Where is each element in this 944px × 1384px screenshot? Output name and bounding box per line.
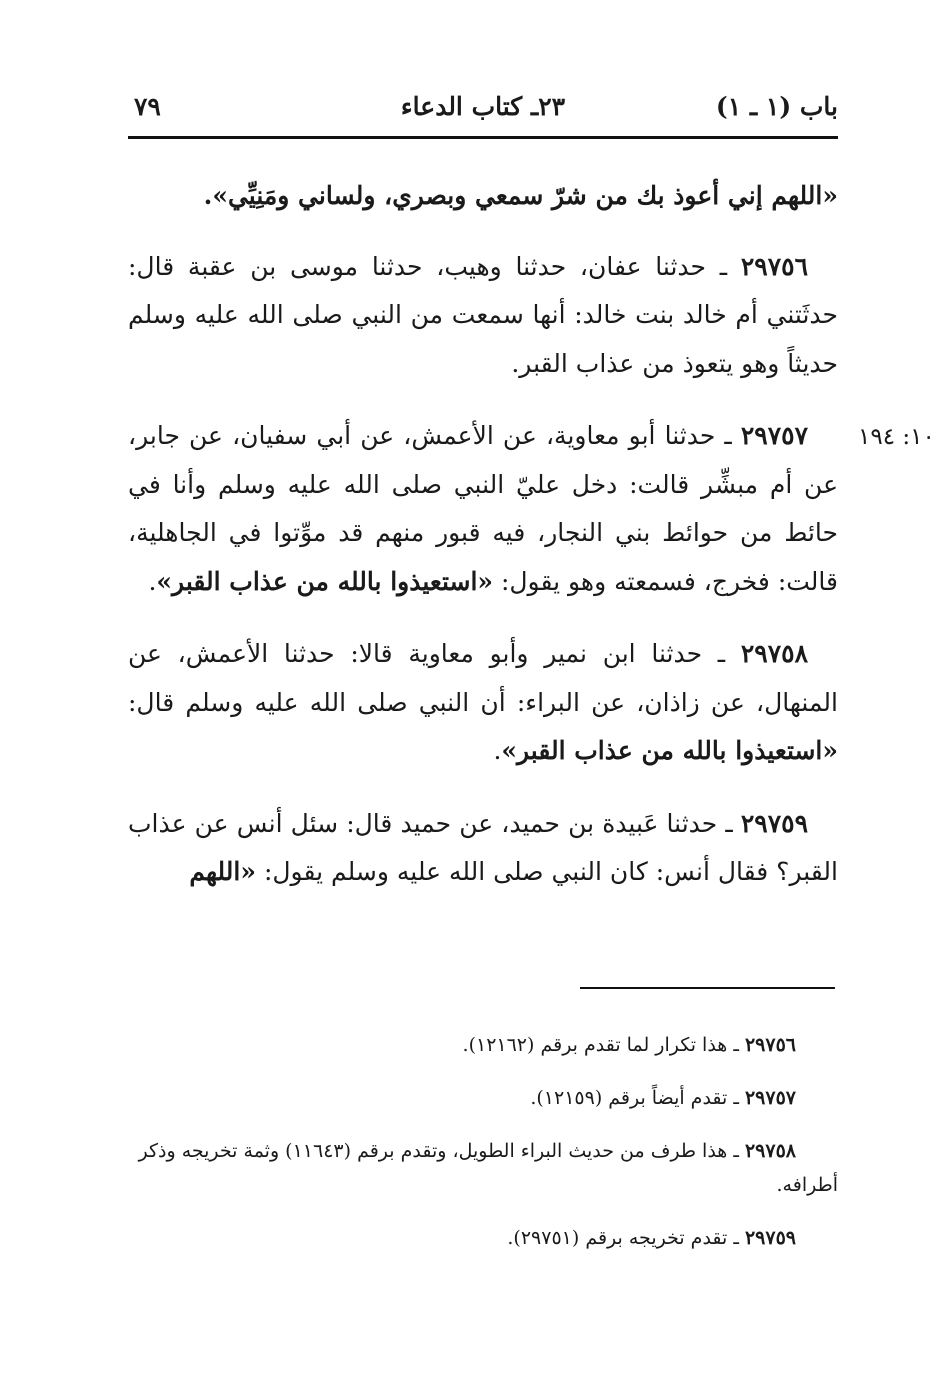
running-header bbox=[128, 92, 838, 132]
hadith-paragraph bbox=[128, 412, 838, 606]
hadith-text: ـ حدثنا عَبيدة بن حميد، عن حميد قال: سئل أنس عن عذاب القبر؟ فقال أنس: كان النبي صلى الله عليه وسلم يقول: bbox=[128, 808, 838, 886]
footnote bbox=[128, 1081, 838, 1115]
hadith-text: ـ حدثنا عفان، حدثنا وهيب، حدثنا موسى بن عقبة قال: حدثَتني أم خالد بنت خالد: أنها سمعت من النبي صلى الله عليه وسلم حديثاً وهو يتعوذ من عذاب القبر. bbox=[128, 251, 838, 378]
hadith-number: ٢٩٧٥٦ bbox=[740, 251, 808, 281]
main-text bbox=[128, 172, 838, 921]
footnote bbox=[128, 1028, 838, 1062]
hadith-number: ٢٩٧٥٩ bbox=[740, 808, 808, 838]
footnote-number: ٢٩٧٥٧ bbox=[744, 1087, 796, 1109]
hadith-quote: «استعيذوا بالله من عذاب القبر» bbox=[501, 736, 838, 765]
footnote-text: ـ هذا طرف من حديث البراء الطويل، وتقدم برقم (١١٦٤٣) وثمة تخريجه وذكر أطرافه. bbox=[138, 1140, 838, 1196]
footnote-text: ـ هذا تكرار لما تقدم برقم (١٢١٦٢). bbox=[462, 1034, 745, 1056]
footnote-number: ٢٩٧٥٩ bbox=[744, 1227, 796, 1249]
footnote bbox=[128, 1221, 838, 1255]
header-rule bbox=[128, 136, 838, 139]
footnote-number: ٢٩٧٥٦ bbox=[744, 1034, 796, 1056]
footnote bbox=[128, 1134, 838, 1202]
hadith-number: ٢٩٧٥٨ bbox=[740, 639, 808, 668]
footnote-number: ٢٩٧٥٨ bbox=[744, 1140, 796, 1162]
page-number: ٧٩ bbox=[134, 92, 161, 121]
hadith-text: ـ حدثنا ابن نمير وأبو معاوية قالا: حدثنا الأعمش، عن المنهال، عن زاذان، عن البراء: أن النبي صلى الله عليه وسلم قال: bbox=[128, 639, 838, 717]
hadith-end: . bbox=[148, 566, 157, 596]
hadith-quote: «استعيذوا بالله من عذاب القبر» bbox=[156, 566, 494, 596]
margin-reference: ١٠: ١٩٤ bbox=[858, 424, 935, 450]
hadith-end: . bbox=[493, 736, 502, 765]
chapter-heading: باب (١ ـ ١) bbox=[715, 92, 838, 121]
footnote-text: ـ تقدم أيضاً برقم (١٢١٥٩). bbox=[530, 1087, 745, 1109]
hadith-paragraph bbox=[128, 800, 838, 897]
paragraph-opening-quote bbox=[128, 172, 838, 221]
hadith-paragraph bbox=[128, 243, 838, 389]
quote-text: «اللهم إني أعوذ بك من شرّ سمعي وبصري، ولساني ومَنِيِّي». bbox=[203, 181, 838, 210]
hadith-text: ـ حدثنا أبو معاوية، عن الأعمش، عن أبي سفيان، عن جابر، عن أم مبشِّر قالت: دخل عليّ النبي صلى الله عليه وسلم وأنا في حائط من حوائط بني النجار، فيه قبور منهم قد موِّتوا في الجاهلية، قالت: فخرج، فسمعته وهو يقول: bbox=[128, 421, 838, 596]
hadith-paragraph bbox=[128, 630, 838, 776]
footnotes bbox=[128, 1028, 838, 1274]
book-title: ٢٣ـ كتاب الدعاء bbox=[400, 92, 566, 121]
hadith-quote: «اللهم bbox=[189, 857, 256, 886]
footnote-text: ـ تقدم تخريجه برقم (٢٩٧٥١). bbox=[507, 1227, 745, 1249]
footnote-separator bbox=[580, 987, 835, 989]
hadith-number: ٢٩٧٥٧ bbox=[740, 421, 808, 450]
